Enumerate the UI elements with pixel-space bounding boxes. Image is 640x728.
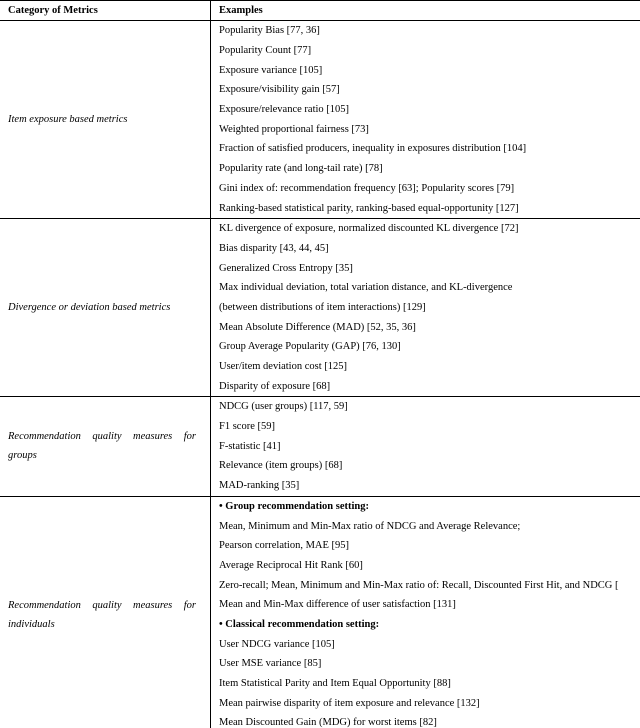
category-label: Recommendation quality measures for groups	[8, 431, 196, 462]
example-line: Fraction of satisfied producers, inequality in exposures distribution [104]	[219, 143, 527, 155]
table-header-row	[0, 1, 640, 20]
example-line: Average Reciprocal Hit Rank [60]	[219, 559, 363, 571]
header-examples: Examples	[219, 5, 263, 16]
category-label: Divergence or deviation based metrics	[8, 301, 171, 313]
example-line: F1 score [59]	[219, 421, 275, 433]
example-line: Exposure variance [105]	[219, 64, 323, 76]
example-line: Item Statistical Parity and Item Equal Opportunity [88]	[219, 678, 451, 690]
example-line: Mean and Min-Max difference of user satisfaction [131]	[219, 599, 456, 611]
example-line: Mean, Minimum and Min-Max ratio of NDCG and Average Relevance;	[219, 520, 521, 532]
example-line: Disparity of exposure [68]	[219, 380, 331, 392]
example-line: Pearson correlation, MAE [95]	[219, 540, 350, 552]
example-line: Weighted proportional fairness [73]	[219, 123, 369, 135]
example-line: • Classical recommendation setting:	[219, 618, 380, 630]
category-cell	[0, 497, 211, 728]
example-line: Exposure/visibility gain [57]	[219, 84, 340, 96]
example-line: NDCG (user groups) [117, 59]	[219, 401, 348, 413]
example-line: KL divergence of exposure, normalized discounted KL divergence [72]	[219, 223, 519, 235]
example-line: F-statistic [41]	[219, 440, 281, 452]
example-line: Relevance (item groups) [68]	[219, 460, 343, 472]
example-line: Mean pairwise disparity of item exposure and relevance [132]	[219, 697, 480, 709]
example-line: MAD-ranking [35]	[219, 480, 300, 492]
example-line: Exposure/relevance ratio [105]	[219, 104, 350, 116]
table-row	[0, 20, 640, 218]
header-category-of-metrics: Category of Metrics	[0, 1, 211, 20]
examples-cell	[211, 219, 640, 396]
category-cell	[0, 397, 211, 495]
example-line: Bias disparity [43, 44, 45]	[219, 242, 329, 254]
example-line: Generalized Cross Entropy [35]	[219, 262, 353, 274]
example-line: User MSE variance [85]	[219, 658, 322, 670]
example-line: Group Average Popularity (GAP) [76, 130]	[219, 341, 401, 353]
example-line: Mean Discounted Gain (MDG) for worst items [82]	[219, 717, 437, 728]
table-body	[0, 20, 640, 728]
example-line: Max individual deviation, total variation distance, and KL-divergence	[219, 282, 513, 294]
example-line: Popularity Count [77]	[219, 45, 312, 57]
example-line: User/item deviation cost [125]	[219, 361, 348, 373]
example-line: Ranking-based statistical parity, ranking-based equal-opportunity [127]	[219, 202, 519, 214]
examples-cell	[211, 397, 640, 495]
example-line: Popularity Bias [77, 36]	[219, 25, 320, 37]
category-label: Recommendation quality measures for individuals	[8, 599, 196, 630]
example-line: (between distributions of item interactions) [129]	[219, 301, 426, 313]
table-row	[0, 396, 640, 495]
examples-cell	[211, 21, 640, 218]
example-line: • Group recommendation setting:	[219, 500, 369, 512]
table-row	[0, 218, 640, 396]
category-label: Item exposure based metrics	[8, 113, 128, 125]
example-line: Gini index of: recommendation frequency [63]; Popularity scores [79]	[219, 182, 515, 194]
example-line: Popularity rate (and long-tail rate) [78]	[219, 163, 383, 175]
category-cell	[0, 219, 211, 396]
table-row	[0, 496, 640, 728]
examples-cell	[211, 497, 640, 728]
example-line: User NDCG variance [105]	[219, 638, 335, 650]
category-cell	[0, 21, 211, 218]
example-line: Mean Absolute Difference (MAD) [52, 35, 36]	[219, 321, 416, 333]
example-line: Zero-recall; Mean, Minimum and Min-Max ratio of: Recall, Discounted First Hit, and NDCG [	[219, 579, 619, 591]
